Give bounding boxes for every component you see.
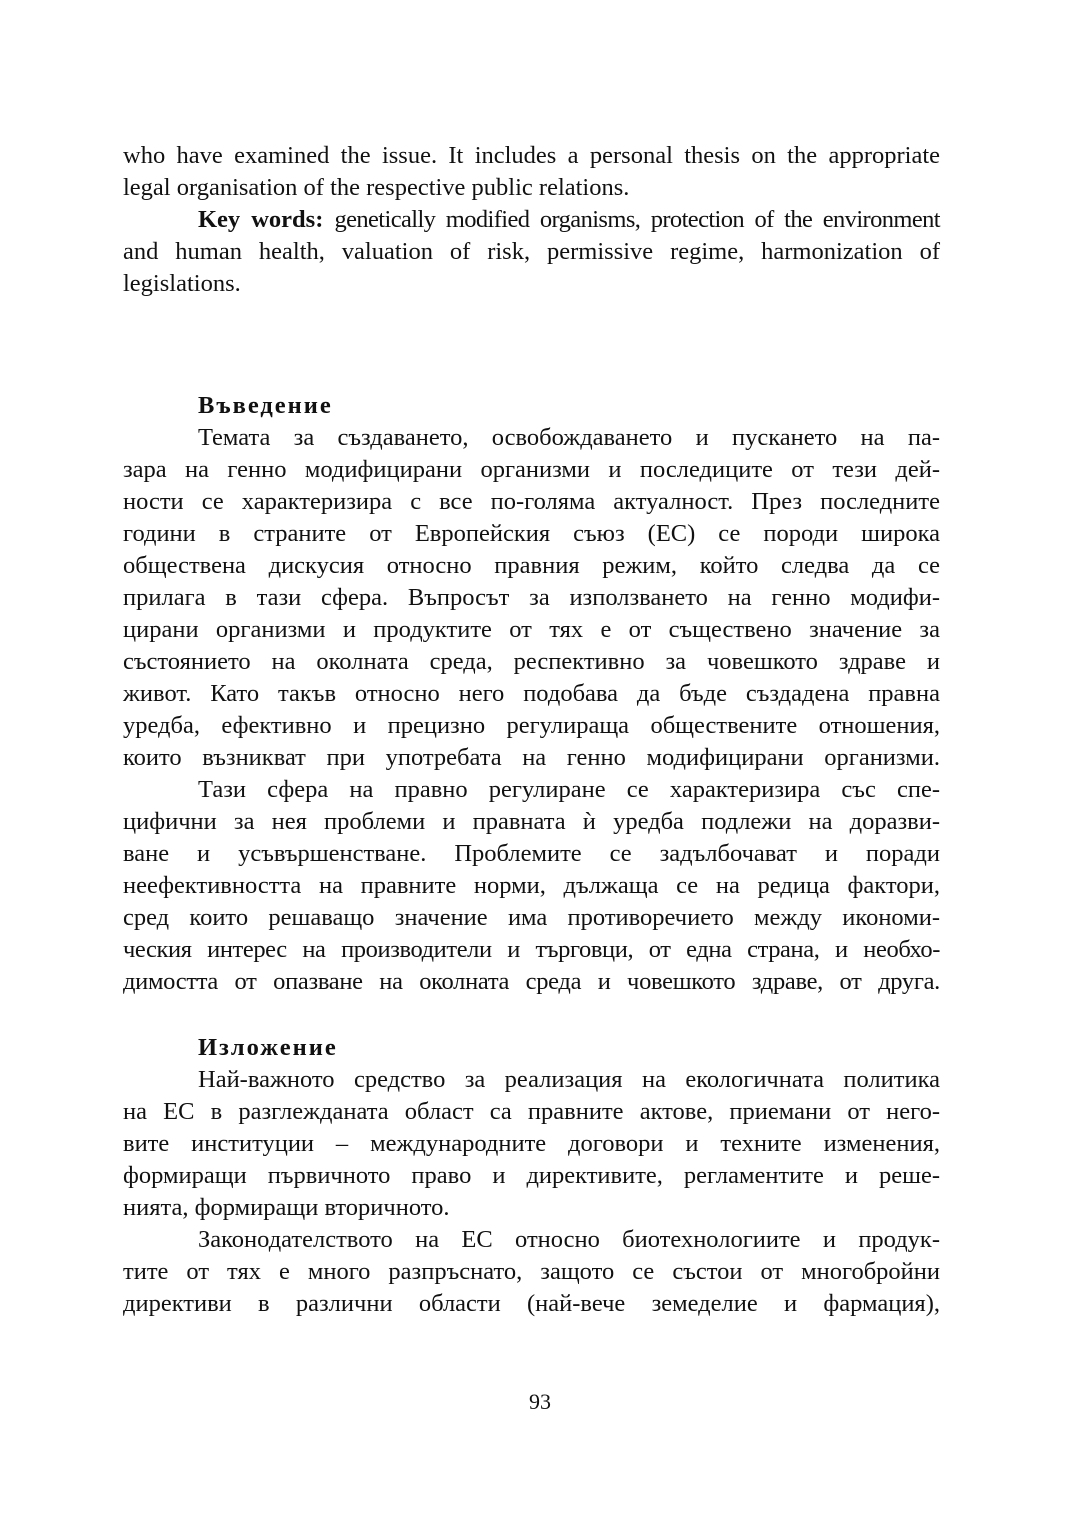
exposition-heading: Изложение	[198, 1034, 338, 1061]
keywords-block	[123, 204, 940, 300]
paragraph-line: на ЕС в разглежданата област са правните актове, приемани от него-	[123, 1098, 940, 1125]
paragraph-line: Законодателството на ЕС относно биотехнологиите и продук-	[198, 1226, 940, 1253]
paragraph-line: състоянието на околната среда, респективно за човешкото здраве и	[123, 648, 940, 675]
keywords-line: legislations.	[123, 270, 241, 297]
paragraph-line: обществена дискусия относно правния режим, който следва да се	[123, 552, 940, 579]
paragraph-line: Тази сфера на правно регулиране се характеризира със спе-	[198, 776, 940, 803]
paragraph-line: прилага в тази сфера. Въпросът за използването на генно модифи-	[123, 584, 940, 611]
paragraph-line: живот. Като такъв относно него подобава да бъде създадена правна	[123, 680, 940, 707]
paragraph-line: ности се характеризира с все по-голяма актуалност. През последните	[123, 488, 940, 515]
paragraph-line: уредба, ефективно и прецизно регулираща обществените отношения,	[123, 712, 940, 739]
page-number: 93	[529, 1389, 551, 1414]
paragraph-line: неефективността на правните норми, дължаща се на редица фактори,	[123, 872, 940, 899]
paragraph-line: ване и усъвършенстване. Проблемите се задълбочават и поради	[123, 840, 940, 867]
paragraph-line: Най-важното средство за реализация на екологичната политика	[198, 1066, 940, 1093]
paragraph-line: зара на генно модифицирани организми и последиците от тези дей-	[123, 456, 940, 483]
keywords-first-line	[123, 204, 940, 236]
paragraph-line: цирани организми и продуктите от тях е от съществено значение за	[123, 616, 940, 643]
paragraph-line: цифични за нея проблеми и правната ѝ уредба подлежи на доразви-	[123, 808, 940, 835]
exposition-section	[123, 1032, 940, 1320]
paragraph-line: ческия интерес на производители и търговци, от една страна, и необхо-	[123, 936, 940, 963]
abstract-block	[123, 140, 940, 204]
keywords-text: genetically modified organisms, protection of the environment	[334, 206, 940, 233]
paragraph-line: нията, формиращи вторичното.	[123, 1194, 450, 1221]
paragraph-line: Темата за създаването, освобождаването и пускането на па-	[198, 424, 940, 451]
keywords-label: Key words:	[198, 206, 324, 233]
intro-section	[123, 390, 940, 998]
document-page	[123, 140, 940, 1320]
keywords-line: and human health, valuation of risk, permissive regime, harmonization of	[123, 238, 940, 265]
paragraph-line: вите институции – международните договори и техните изменения,	[123, 1130, 940, 1157]
abstract-line: who have examined the issue. It includes a personal thesis on the appropriate	[123, 142, 940, 169]
intro-heading: Въведение	[198, 392, 333, 419]
paragraph-line: сред които решаващо значение има противоречието между икономи-	[123, 904, 940, 931]
paragraph-line: димостта от опазване на околната среда и човешкото здраве, от друга.	[123, 968, 940, 995]
paragraph-line: директиви в различни области (най-вече земеделие и фармация),	[123, 1290, 940, 1317]
paragraph-line: години в страните от Европейския съюз (ЕС) се породи широка	[123, 520, 940, 547]
paragraph-line: тите от тях е много разпръснато, защото се състои от многобройни	[123, 1258, 940, 1285]
abstract-line: legal organisation of the respective public relations.	[123, 174, 630, 201]
paragraph-line: формиращи първичното право и директивите, регламентите и реше-	[123, 1162, 940, 1189]
paragraph-line: които възникват при употребата на генно модифицирани организми.	[123, 744, 940, 771]
